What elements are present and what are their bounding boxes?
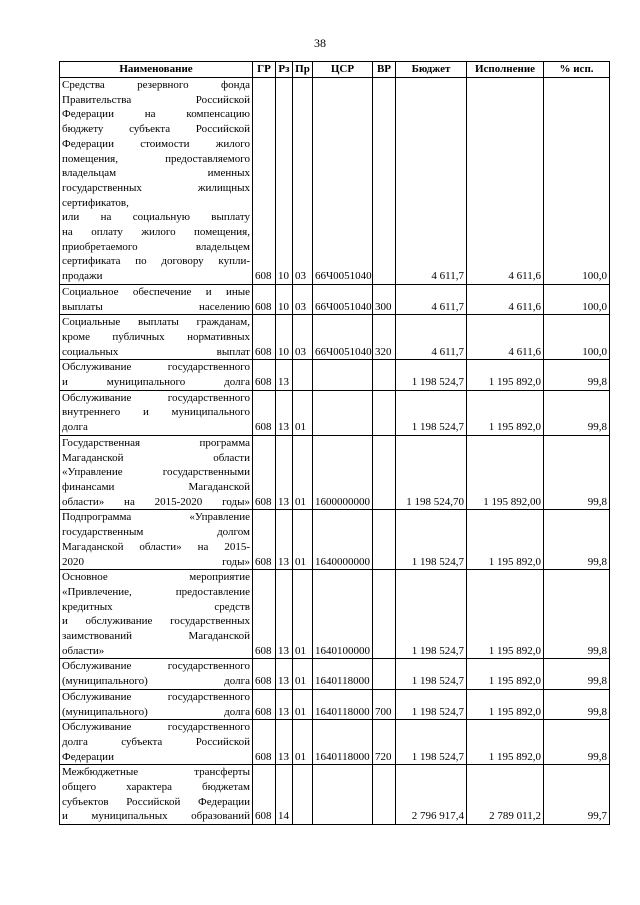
row-gr: 608	[253, 570, 276, 659]
header-percent: % исп.	[544, 62, 610, 78]
row-percent: 99,8	[544, 659, 610, 689]
row-gr: 608	[253, 435, 276, 510]
row-rz: 10	[276, 315, 293, 360]
row-gr: 608	[253, 765, 276, 825]
row-name-line: Обслуживание государственного	[62, 361, 250, 374]
row-percent: 99,8	[544, 435, 610, 510]
row-name-line: на оплату жилого помещения,	[62, 226, 250, 239]
row-csr: 66Ч0051040	[313, 284, 373, 314]
row-name-line: и муниципальных образований	[62, 810, 250, 823]
row-budget: 1 198 524,7	[396, 659, 467, 689]
row-name-line: субъектов Российской Федерации	[62, 795, 250, 808]
row-name	[60, 360, 253, 390]
page-number: 38	[314, 36, 326, 50]
row-name-line: внутреннего и муниципального	[62, 406, 250, 419]
row-pr: 03	[293, 315, 313, 360]
row-name-line: кредитных средств	[62, 600, 250, 613]
row-rz: 14	[276, 765, 293, 825]
row-name-line: финансами Магаданской	[62, 480, 250, 493]
row-name-line: Средства резервного фонда	[62, 79, 250, 91]
row-pr: 01	[293, 390, 313, 435]
row-name-line: Подпрограмма «Управление	[62, 511, 250, 524]
header-vr: ВР	[373, 62, 396, 78]
row-csr: 1640118000	[313, 689, 373, 719]
row-vr: 700	[373, 689, 396, 719]
header-execution: Исполнение	[467, 62, 544, 78]
row-name	[60, 570, 253, 659]
row-name-line: Магаданской области» на 2015-	[62, 540, 250, 553]
row-name	[60, 78, 253, 285]
row-name-line: «Управление государственными	[62, 466, 250, 479]
table-row	[60, 570, 610, 659]
row-name	[60, 435, 253, 510]
row-budget: 1 198 524,7	[396, 390, 467, 435]
row-execution: 1 195 892,0	[467, 570, 544, 659]
row-name	[60, 284, 253, 314]
row-name-line: Социальные выплаты гражданам,	[62, 316, 250, 329]
row-name-line: области» на 2015-2020 годы»	[62, 495, 250, 508]
row-name-line: Обслуживание государственного	[62, 391, 250, 404]
row-rz: 13	[276, 390, 293, 435]
row-name-line: Основное мероприятие	[62, 571, 250, 584]
row-execution: 2 789 011,2	[467, 765, 544, 825]
row-name	[60, 390, 253, 435]
table-row	[60, 720, 610, 765]
row-budget: 1 198 524,7	[396, 570, 467, 659]
row-name-line: или на социальную выплату	[62, 211, 250, 224]
header-name: Наименование	[60, 62, 253, 78]
row-name	[60, 689, 253, 719]
row-rz: 13	[276, 570, 293, 659]
row-csr	[313, 765, 373, 825]
row-rz: 13	[276, 435, 293, 510]
row-name-line: «Привлечение, предоставление	[62, 585, 250, 598]
header-rz: Рз	[276, 62, 293, 78]
table-row	[60, 284, 610, 314]
row-name-line: Социальное обеспечение и иные	[62, 285, 250, 298]
row-gr: 608	[253, 360, 276, 390]
table-row	[60, 689, 610, 719]
row-name-line: Межбюджетные трансферты	[62, 766, 250, 779]
row-budget: 4 611,7	[396, 315, 467, 360]
row-gr: 608	[253, 284, 276, 314]
row-name	[60, 510, 253, 570]
row-name-line: Обслуживание государственного	[62, 660, 250, 673]
row-name-line: владельцам именных	[62, 167, 250, 180]
row-vr	[373, 78, 396, 285]
row-name-line: (муниципального) долга	[62, 675, 250, 688]
row-pr	[293, 360, 313, 390]
row-execution: 1 195 892,0	[467, 360, 544, 390]
row-name-line: приобретаемого владельцем	[62, 240, 250, 253]
table-row	[60, 78, 610, 285]
row-budget: 1 198 524,7	[396, 510, 467, 570]
row-budget: 4 611,7	[396, 284, 467, 314]
row-percent: 100,0	[544, 78, 610, 285]
row-name-line: помещения, предоставляемого	[62, 152, 250, 165]
table-row	[60, 435, 610, 510]
row-name-line: социальных выплат	[62, 345, 250, 358]
row-pr: 01	[293, 689, 313, 719]
row-budget: 1 198 524,7	[396, 689, 467, 719]
row-name-line: сертификата по договору купли-	[62, 255, 250, 268]
row-name	[60, 765, 253, 825]
row-pr: 03	[293, 78, 313, 285]
row-execution: 1 195 892,0	[467, 390, 544, 435]
row-pr: 01	[293, 435, 313, 510]
table-row	[60, 510, 610, 570]
row-rz: 13	[276, 510, 293, 570]
row-budget: 1 198 524,7	[396, 360, 467, 390]
row-pr: 01	[293, 570, 313, 659]
row-rz: 13	[276, 360, 293, 390]
row-name-line: государственным долгом	[62, 526, 250, 539]
row-pr	[293, 765, 313, 825]
row-name	[60, 315, 253, 360]
row-name-line: Государственная программа	[62, 436, 250, 449]
row-percent: 99,8	[544, 360, 610, 390]
row-percent: 99,7	[544, 765, 610, 825]
row-execution: 1 195 892,0	[467, 510, 544, 570]
row-execution: 1 195 892,00	[467, 435, 544, 510]
row-vr: 320	[373, 315, 396, 360]
row-pr: 03	[293, 284, 313, 314]
row-name-line: продажи	[62, 270, 103, 283]
row-vr: 720	[373, 720, 396, 765]
row-name-line: и обслуживание государственных	[62, 615, 250, 628]
row-gr: 608	[253, 78, 276, 285]
row-percent: 100,0	[544, 284, 610, 314]
row-percent: 99,8	[544, 720, 610, 765]
row-name-line: Федерации	[62, 750, 114, 763]
row-budget: 1 198 524,70	[396, 435, 467, 510]
row-name-line: и муниципального долга	[62, 376, 250, 389]
row-vr	[373, 659, 396, 689]
row-gr: 608	[253, 720, 276, 765]
row-execution: 4 611,6	[467, 78, 544, 285]
row-name-line: государственных жилищных	[62, 181, 250, 194]
row-vr	[373, 765, 396, 825]
row-budget: 1 198 524,7	[396, 720, 467, 765]
table-row	[60, 315, 610, 360]
row-csr: 1640100000	[313, 570, 373, 659]
row-rz: 10	[276, 78, 293, 285]
row-gr: 608	[253, 510, 276, 570]
row-budget: 4 611,7	[396, 78, 467, 285]
row-vr: 300	[373, 284, 396, 314]
row-gr: 608	[253, 659, 276, 689]
header-gr: ГР	[253, 62, 276, 78]
row-name-line: Магаданской области	[62, 451, 250, 464]
row-name-line: выплаты населению	[62, 300, 250, 313]
row-pr: 01	[293, 510, 313, 570]
row-name	[60, 720, 253, 765]
row-rz: 13	[276, 659, 293, 689]
row-budget: 2 796 917,4	[396, 765, 467, 825]
row-csr	[313, 360, 373, 390]
row-csr: 1640000000	[313, 510, 373, 570]
table-row	[60, 360, 610, 390]
table-row	[60, 765, 610, 825]
row-execution: 1 195 892,0	[467, 720, 544, 765]
row-name-line: заимствований Магаданской	[62, 630, 250, 643]
row-pr: 01	[293, 659, 313, 689]
row-csr	[313, 390, 373, 435]
row-name	[60, 659, 253, 689]
row-rz: 13	[276, 720, 293, 765]
row-execution: 4 611,6	[467, 315, 544, 360]
row-name-line: области»	[62, 644, 105, 657]
row-pr: 01	[293, 720, 313, 765]
row-csr: 1600000000	[313, 435, 373, 510]
header-csr: ЦСР	[313, 62, 373, 78]
row-percent: 99,8	[544, 689, 610, 719]
row-csr: 1640118000	[313, 659, 373, 689]
row-percent: 100,0	[544, 315, 610, 360]
row-name-line: Федерации на компенсацию	[62, 108, 250, 121]
budget-table	[59, 61, 610, 825]
row-percent: 99,8	[544, 570, 610, 659]
row-rz: 10	[276, 284, 293, 314]
row-percent: 99,8	[544, 390, 610, 435]
row-rz: 13	[276, 689, 293, 719]
row-gr: 608	[253, 315, 276, 360]
row-vr	[373, 435, 396, 510]
row-name-line: Обслуживание государственного	[62, 690, 250, 703]
row-gr: 608	[253, 689, 276, 719]
row-percent: 99,8	[544, 510, 610, 570]
row-name-line: Федерации стоимости жилого	[62, 137, 250, 150]
row-name-line: кроме публичных нормативных	[62, 330, 250, 343]
row-gr: 608	[253, 390, 276, 435]
row-name-line: долга	[62, 421, 88, 434]
row-name-line: (муниципального) долга	[62, 705, 250, 718]
row-vr	[373, 390, 396, 435]
header-budget: Бюджет	[396, 62, 467, 78]
row-vr	[373, 570, 396, 659]
row-name-line: сертификатов,	[62, 196, 129, 209]
row-execution: 4 611,6	[467, 284, 544, 314]
row-name-line: Обслуживание государственного	[62, 721, 250, 734]
table-row	[60, 390, 610, 435]
row-csr: 66Ч0051040	[313, 315, 373, 360]
row-vr	[373, 510, 396, 570]
row-csr: 1640118000	[313, 720, 373, 765]
row-name-line: Правительства Российской	[62, 93, 250, 106]
row-name-line: общего характера бюджетам	[62, 781, 250, 794]
row-vr	[373, 360, 396, 390]
row-csr: 66Ч0051040	[313, 78, 373, 285]
row-name-line: бюджету субъекта Российской	[62, 123, 250, 136]
header-pr: Пр	[293, 62, 313, 78]
row-execution: 1 195 892,0	[467, 689, 544, 719]
row-name-line: 2020 годы»	[62, 555, 250, 568]
table-row	[60, 659, 610, 689]
header-row	[60, 62, 610, 78]
row-name-line: долга субъекта Российской	[62, 735, 250, 748]
row-execution: 1 195 892,0	[467, 659, 544, 689]
